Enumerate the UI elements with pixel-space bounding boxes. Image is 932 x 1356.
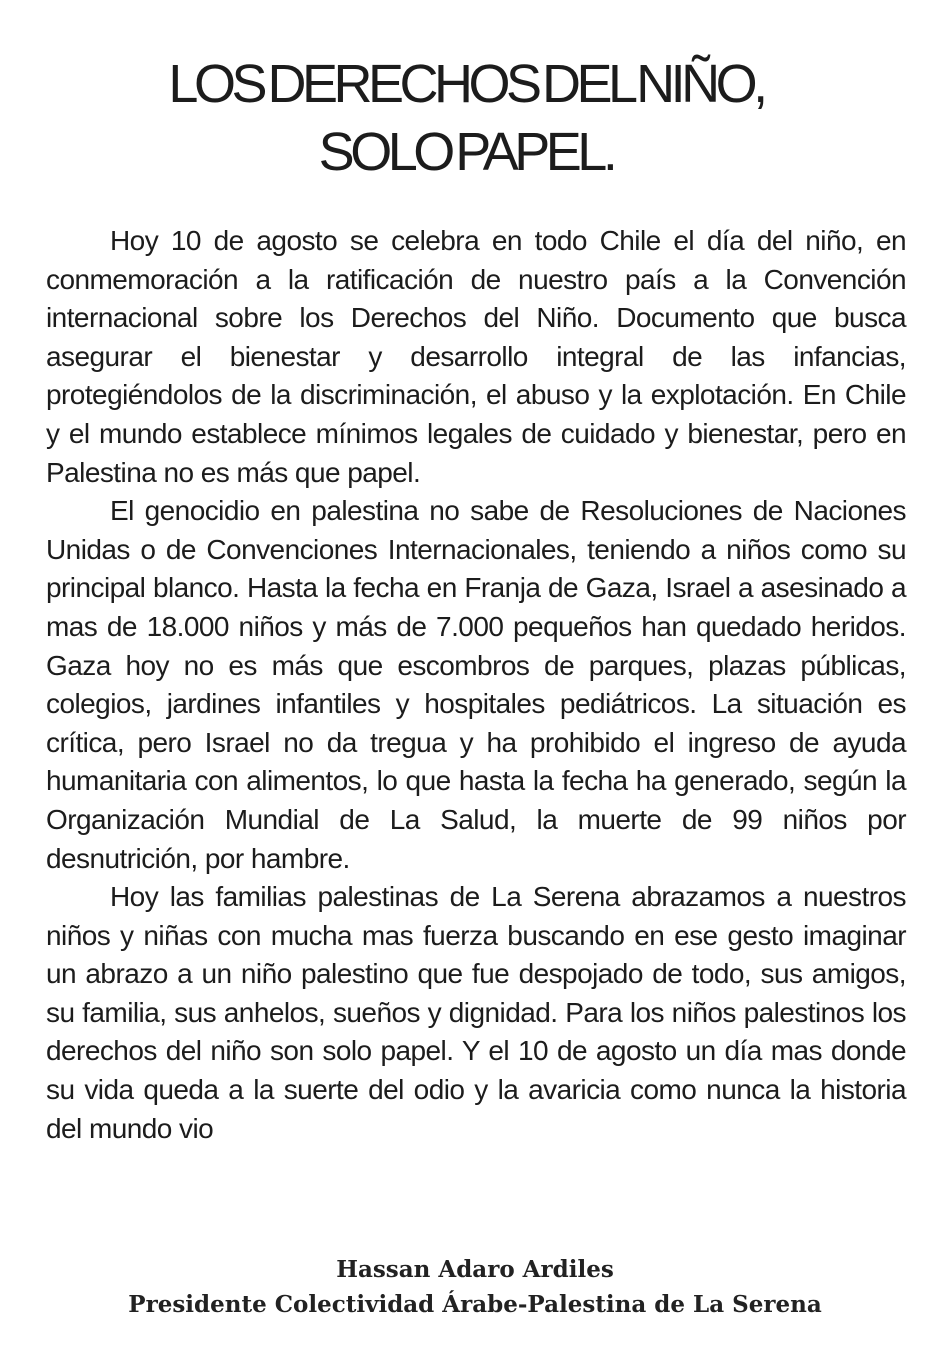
author-role: Presidente Colectividad Árabe-Palestina de La Serena <box>128 1291 822 1318</box>
title-line-1: LOS DERECHOS DEL NIÑO, <box>168 54 764 114</box>
author-signature <box>0 1252 932 1322</box>
title-line-2: SOLO PAPEL. <box>318 122 614 182</box>
author-name: Hassan Adaro Ardiles <box>336 1256 614 1283</box>
paragraph-2: El genocidio en palestina no sabe de Resoluciones de Naciones Unidas o de Convenciones Internacionales, teniendo a niños como su principal blanco. Hasta la fecha en Franja de Gaza, Israel a asesinado a mas de 18.000 niños y más de 7.000 pequeños han quedado heridos. Gaza hoy no es más que escombros de parques, plazas públicas, colegios, jardines infantiles y hospitales pediátricos. La situación es crítica, pero Israel no da tregua y ha prohibido el ingreso de ayuda humanitaria con alimentos, lo que hasta la fecha ha generado, según la Organización Mundial de La Salud, la muerte de 99 niños por desnutrición, por hambre. <box>46 495 906 874</box>
paragraph-3: Hoy las familias palestinas de La Serena abrazamos a nuestros niños y niñas con mucha mas fuerza buscando en ese gesto imaginar un abrazo a un niño palestino que fue despojado de todo, sus amigos, su familia, sus anhelos, sueños y dignidad. Para los niños palestinos los derechos del niño son solo papel. Y el 10 de agosto un día mas donde su vida queda a la suerte del odio y la avaricia como nunca la historia del mundo vio <box>46 881 906 1144</box>
article-body <box>46 222 906 1148</box>
paragraph-1: Hoy 10 de agosto se celebra en todo Chile el día del niño, en conmemoración a la ratificación de nuestro país a la Convención internacional sobre los Derechos del Niño. Documento que busca asegurar el bienestar y desarrollo integral de las infancias, protegiéndolos de la discriminación, el abuso y la explotación. En Chile y el mundo establece mínimos legales de cuidado y bienestar, pero en Palestina no es más que papel. <box>46 225 906 488</box>
article-title <box>0 50 932 186</box>
